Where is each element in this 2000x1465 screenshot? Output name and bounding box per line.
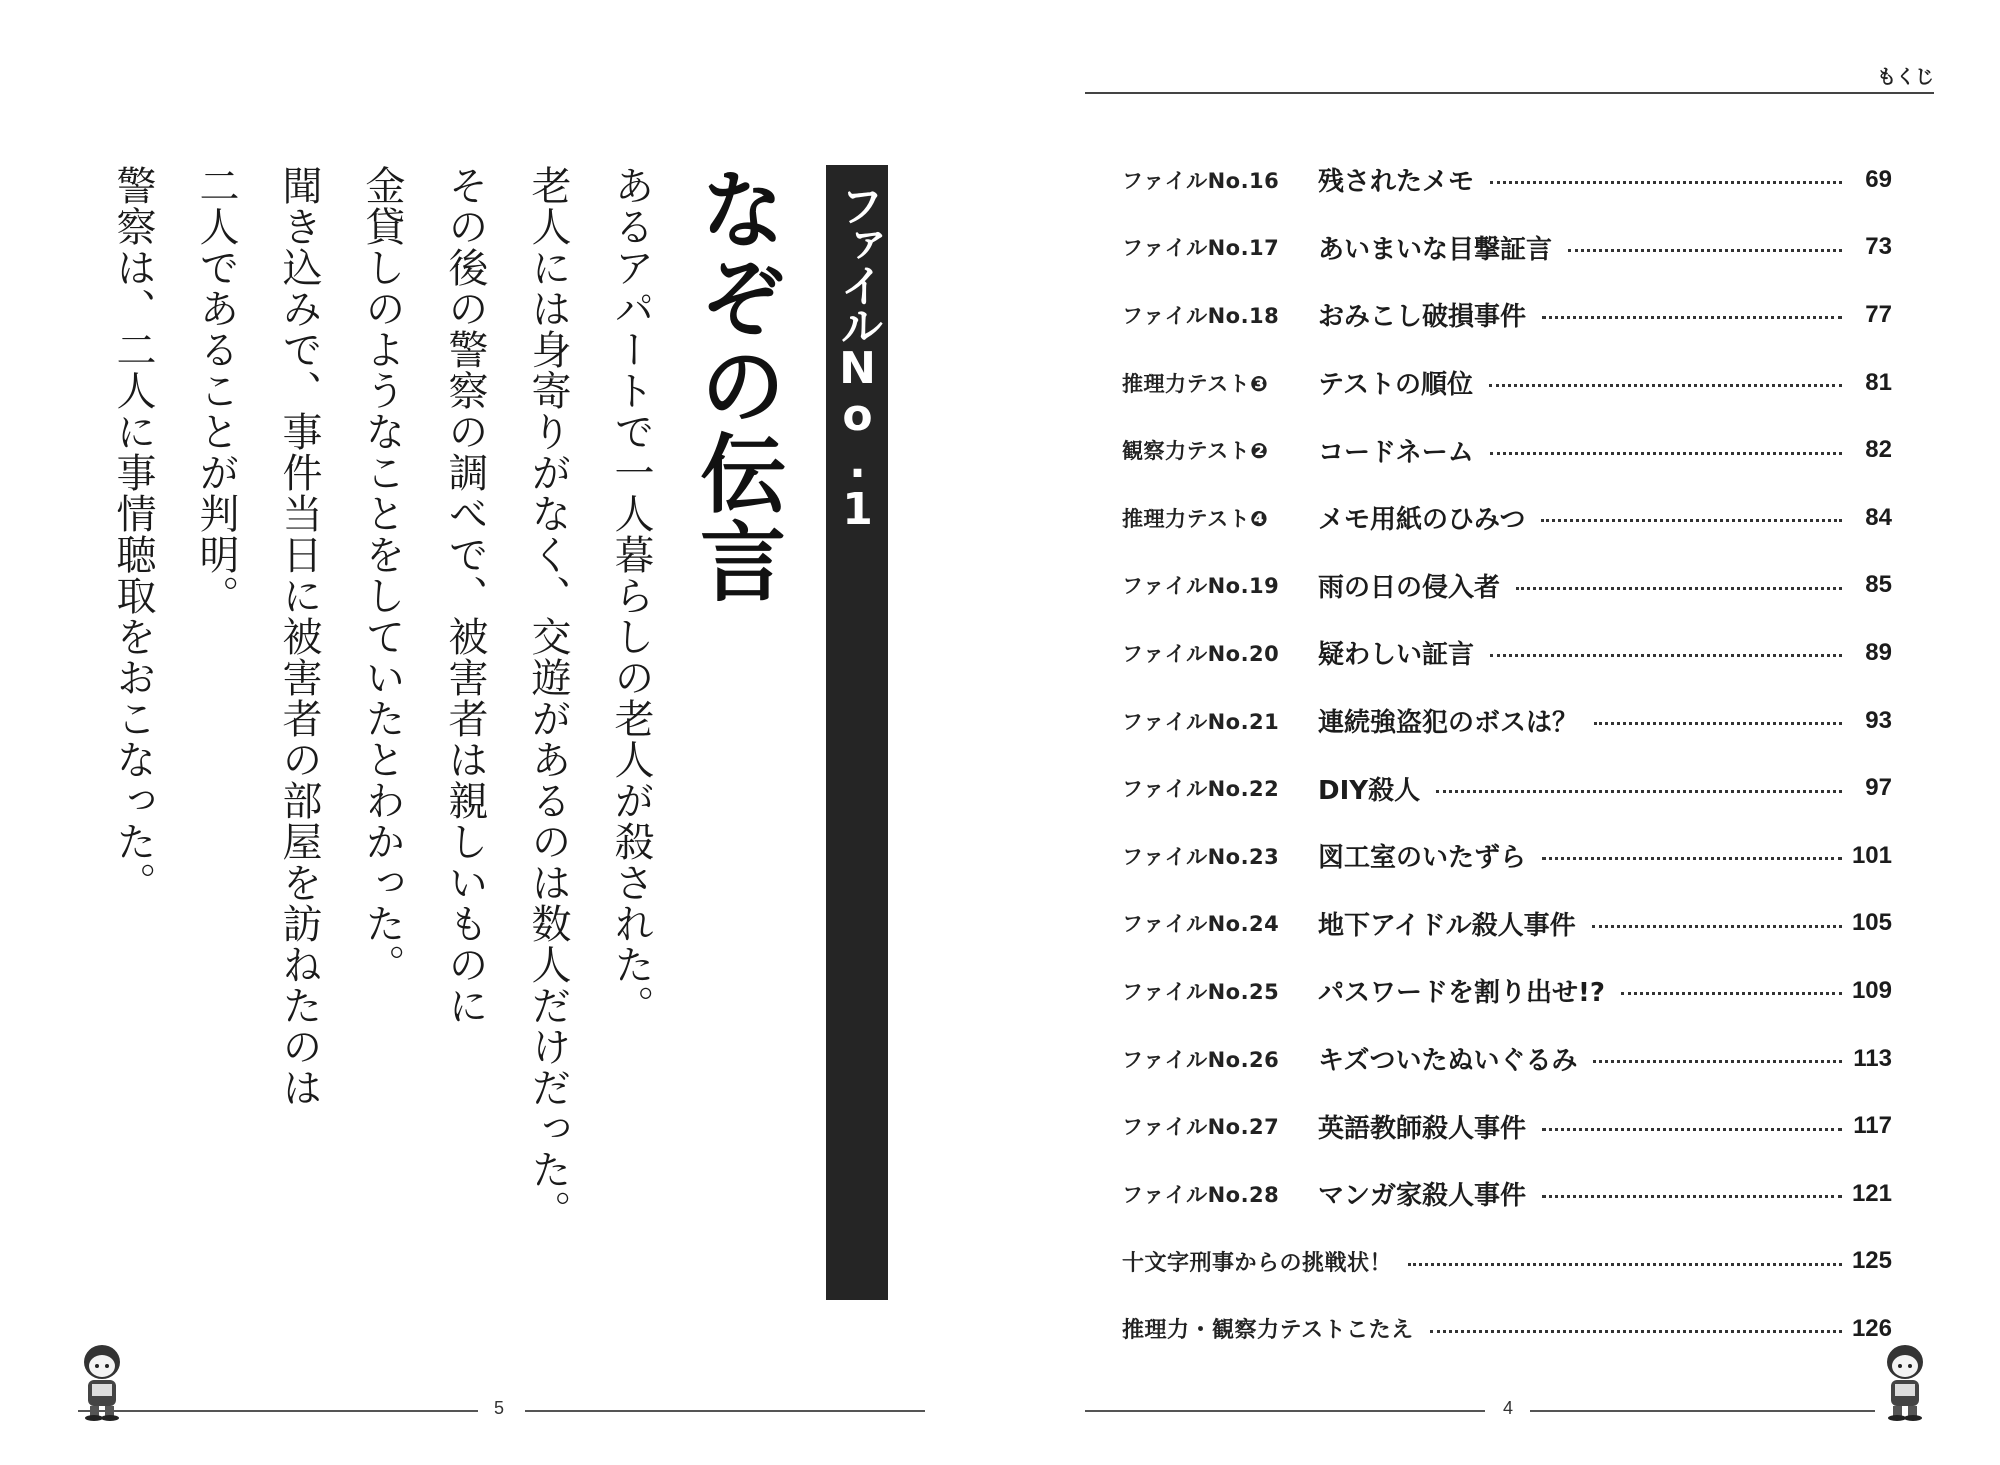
toc-page-number: 105 [1851,909,1892,937]
story-line-6: 二人であることが判明。 [193,165,239,616]
toc-entry[interactable] [1122,1092,1892,1160]
story-line-2: 老人には身寄りがなく、交遊があるのは数人だけだった。 [525,165,571,1231]
table-of-contents [1122,146,1892,1363]
toc-leader [1594,722,1842,725]
toc-title: あいまいな目撃証言 [1318,234,1553,265]
toc-label: ファイルNo.19 [1122,574,1280,599]
page-number-right: 4 [1503,1398,1514,1418]
toc-title: 連続強盗犯のボスは？ [1318,708,1579,739]
toc-page-number: 84 [1865,503,1892,531]
story-line-3: その後の警察の調べで、被害者は親しいものに [442,165,488,1026]
toc-entry[interactable] [1122,484,1892,552]
story-line-1: あるアパートで一人暮らしの老人が殺された。 [608,165,654,1026]
toc-title: メモ用紙のひみつ [1318,505,1526,536]
toc-page-number: 89 [1865,638,1892,666]
toc-label: 推理力テスト❹ [1122,506,1269,531]
toc-title: パスワードを割り出せ!? [1318,978,1605,1009]
toc-page-number: 101 [1851,841,1892,869]
toc-entry[interactable] [1122,890,1892,958]
footer-rule-right-b [1530,1410,1875,1412]
header-rule [1085,92,1934,94]
toc-label: ファイルNo.16 [1122,168,1280,193]
story-title: なぞの伝言 [685,165,785,605]
toc-title: 雨の日の侵入者 [1318,572,1501,603]
toc-title: テストの順位 [1318,370,1473,401]
toc-page-number: 85 [1865,571,1892,599]
toc-entry[interactable] [1122,687,1892,755]
toc-title: コードネーム [1318,437,1474,468]
toc-title: 疑わしい証言 [1318,640,1475,671]
footer-rule-left-a [78,1410,478,1412]
toc-label: ファイルNo.28 [1122,1182,1280,1207]
toc-page-number: 93 [1865,706,1892,734]
toc-entry[interactable] [1122,416,1892,484]
toc-entry[interactable] [1122,552,1892,620]
toc-label: 十文字刑事からの挑戦状！ [1122,1250,1393,1276]
toc-title: キズついたぬいぐるみ [1318,1046,1578,1077]
toc-leader [1490,654,1842,657]
toc-leader [1516,587,1842,590]
story-line-5: 聞き込みで、事件当日に被害者の部屋を訪ねたのは [276,165,322,1108]
toc-entry[interactable] [1122,1025,1892,1093]
footer-rule-right-a [1085,1410,1485,1412]
toc-page-number: 113 [1853,1044,1892,1072]
page-number-left: 5 [494,1398,505,1418]
story-line-7: 警察は、二人に事情聴取をおこなった。 [110,165,156,903]
toc-leader [1542,1195,1842,1198]
toc-leader [1593,1060,1842,1063]
toc-entry[interactable] [1122,754,1892,822]
toc-page-number: 125 [1851,1247,1892,1275]
toc-title: マンガ家殺人事件 [1318,1181,1527,1212]
toc-page-number: 77 [1865,300,1892,328]
toc-label: ファイルNo.25 [1122,979,1280,1004]
toc-leader [1568,249,1842,252]
toc-title: 地下アイドル殺人事件 [1318,910,1576,941]
running-head: もくじ [1876,66,1934,88]
toc-leader [1490,452,1842,455]
toc-leader [1542,316,1842,319]
toc-leader [1489,384,1842,387]
toc-title: 残されたメモ [1318,167,1475,198]
toc-page-number: 81 [1865,368,1892,396]
toc-label: ファイルNo.18 [1122,303,1280,328]
toc-label: 推理力・観察力テストこたえ [1122,1318,1414,1344]
toc-page-number: 82 [1865,436,1892,464]
toc-title: 図工室のいたずら [1318,843,1527,874]
toc-entry[interactable] [1122,822,1892,890]
toc-entry[interactable] [1122,957,1892,1025]
toc-title: DIY殺人 [1318,775,1421,806]
toc-label: ファイルNo.24 [1122,912,1280,937]
toc-leader [1542,857,1842,860]
right-page [1000,0,2000,1465]
toc-entry[interactable] [1122,146,1892,214]
toc-label: ファイルNo.17 [1122,236,1280,261]
toc-label: ファイルNo.23 [1122,844,1280,869]
toc-label: 推理力テスト❸ [1122,371,1269,396]
toc-leader [1621,992,1842,995]
toc-leader [1430,1330,1842,1333]
toc-entry[interactable] [1122,281,1892,349]
toc-label: ファイルNo.21 [1122,709,1280,734]
toc-entry[interactable] [1122,1160,1892,1228]
toc-entry[interactable] [1122,349,1892,417]
toc-label: ファイルNo.20 [1122,641,1280,666]
toc-label: 観察力テスト❷ [1122,439,1269,464]
toc-leader [1542,1128,1842,1131]
toc-page-number: 121 [1851,1179,1892,1207]
toc-entry[interactable] [1122,1295,1892,1363]
file-number-band: ファイルNo.1 [826,165,888,1300]
toc-leader [1408,1263,1842,1266]
toc-page-number: 97 [1865,774,1892,802]
toc-page-number: 109 [1851,976,1892,1004]
toc-page-number: 126 [1851,1314,1892,1342]
toc-leader [1436,790,1842,793]
toc-leader [1490,181,1842,184]
toc-page-number: 117 [1853,1112,1892,1140]
toc-entry[interactable] [1122,1228,1892,1296]
toc-title: おみこし破損事件 [1318,302,1527,333]
detective-mascot-icon [1875,1340,1935,1422]
toc-page-number: 69 [1865,165,1892,193]
toc-page-number: 73 [1865,233,1892,261]
toc-leader [1592,925,1842,928]
footer-rule-left-b [525,1410,925,1412]
toc-label: ファイルNo.22 [1122,777,1280,802]
toc-entry[interactable] [1122,619,1892,687]
toc-title: 英語教師殺人事件 [1318,1113,1527,1144]
toc-label: ファイルNo.26 [1122,1047,1280,1072]
toc-label: ファイルNo.27 [1122,1115,1280,1140]
toc-leader [1541,519,1842,522]
toc-entry[interactable] [1122,214,1892,282]
story-line-4: 金貸しのようなことをしていたとわかった。 [359,165,405,985]
